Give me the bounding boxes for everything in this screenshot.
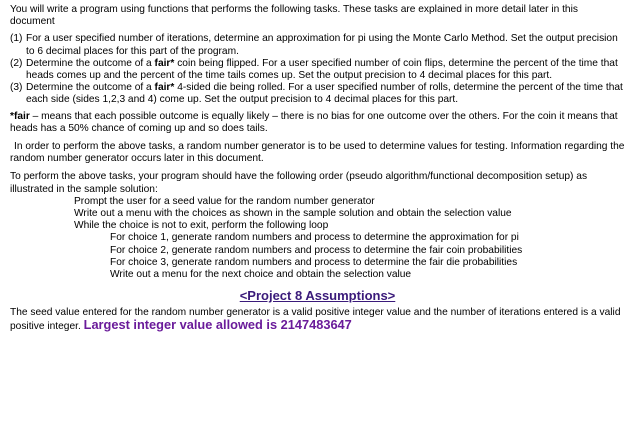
algo-substep: Write out a menu for the next choice and obtain the selection value [110,269,412,281]
task-text: Determine the outcome of a [26,57,155,69]
algo-substep: For choice 3, generate random numbers and process to determine the fair die probabilities [110,256,518,268]
largest-integer-note: Largest integer value allowed is 2147483647 [83,317,352,333]
task-text: coin being flipped. For a user specified number of coin flips, determine the percent of the time that heads comes up and the percent of the time tails comes up. Set the output precision to 4 decimal places for this part. [26,57,618,82]
assumptions-paragraph [10,307,625,333]
task-number: (1) [10,33,23,45]
fair-term: fair* [154,82,175,94]
algo-substep: For choice 2, generate random numbers and process to determine the fair coin probabilities [110,244,523,256]
task-text: For a user specified number of iterations, determine an approximation for pi using the Monte Carlo Method. Set the output precision to 6 decimal places for this part of the program. [26,33,618,57]
algo-step: Write out a menu with the choices as shown in the sample solution and obtain the selection value [74,208,512,220]
intro-paragraph: You will write a program using functions that performs the following tasks. These tasks are explained in more detail later in this document [10,4,578,28]
algo-step: Prompt the user for a seed value for the random number generator [74,195,375,207]
task-text: Determine the outcome of a [26,82,155,94]
assumptions-text: The seed value entered for the random number generator is a valid positive integer value and the number of iterations entered is a valid positive integer. [10,307,621,333]
algo-step: While the choice is not to exit, perform the following loop [74,220,329,232]
document-page [10,4,625,334]
task-item-2 [10,58,625,82]
fair-definition [10,111,625,135]
fair-term: fair* [154,57,175,69]
task-text: 4-sided die being rolled. For a user specified number of rolls, determine the percent of the time that each side (sides 1,2,3 and 4) come up. Set the output precision to 4 decimal places for this part. [26,82,623,106]
assumptions-heading: <Project 8 Assumptions> [239,288,396,304]
fair-note-text: – means that each possible outcome is equally likely – there is no bias for one outcome over the others. For the coin it means that heads has a 50% chance of coming up and so does tails. [10,110,618,134]
task-list [10,33,625,106]
rng-paragraph: In order to perform the above tasks, a random number generator is to be used to determine values for testing. Information regarding the random number generator occurs later in this document. [10,141,625,165]
algo-substep: For choice 1, generate random numbers and process to determine the approximation for pi [110,232,519,244]
task-number: (3) [10,82,23,94]
task-item-1 [10,33,625,57]
task-item-3 [10,82,625,106]
order-paragraph: To perform the above tasks, your program should have the following order (pseudo algorithm/functional decomposition setup) as illustrated in the sample solution: [10,171,588,195]
fair-note-term: *fair [10,110,30,122]
pseudo-algorithm [10,196,625,281]
task-number: (2) [10,57,23,69]
